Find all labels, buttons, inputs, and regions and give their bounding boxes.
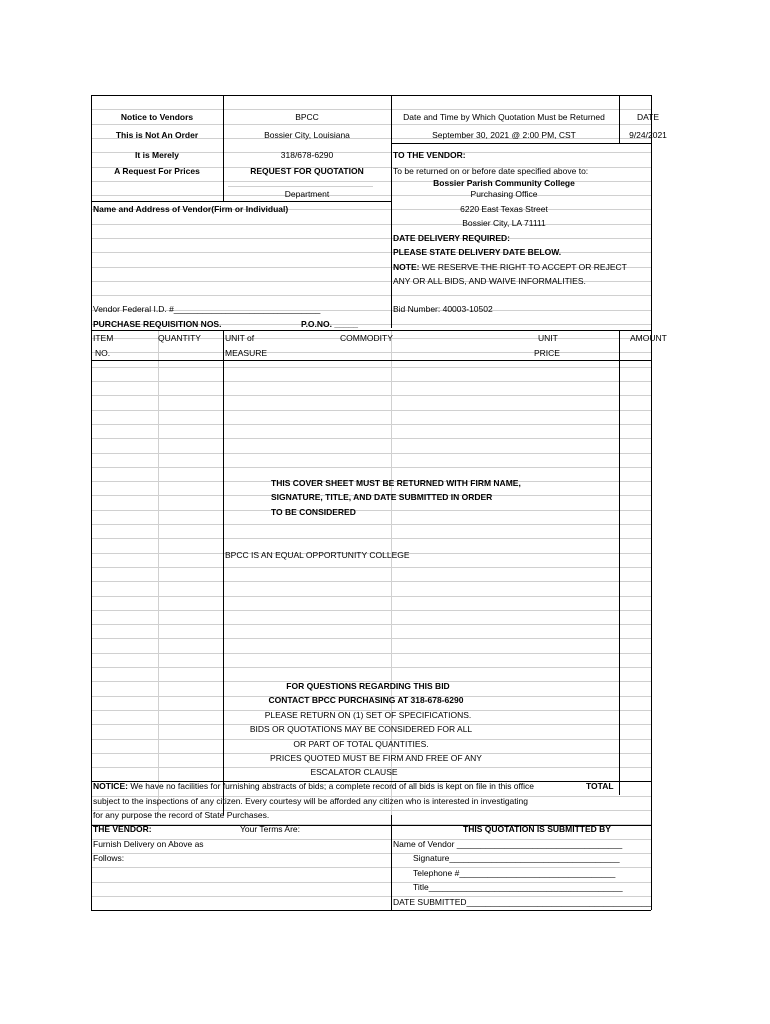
request-for-prices: A Request For Prices bbox=[114, 166, 200, 176]
street-address: 6220 East Texas Street bbox=[460, 204, 548, 214]
equal-opportunity: BPCC IS AN EQUAL OPPORTUNITY COLLEGE bbox=[225, 550, 410, 560]
notice-line1 bbox=[93, 781, 534, 792]
org-phone: 318/678-6290 bbox=[280, 150, 334, 160]
note-line2: ANY OR ALL BIDS, AND WAIVE INFORMALITIES. bbox=[393, 276, 586, 286]
note-line1: WE RESERVE THE RIGHT TO ACCEPT OR REJECT bbox=[421, 262, 627, 272]
col-amount: AMOUNT bbox=[630, 333, 667, 343]
grid-vline bbox=[91, 95, 92, 910]
date-label: DATE bbox=[636, 112, 660, 122]
grid-hline bbox=[228, 186, 373, 187]
grid-hline bbox=[91, 295, 651, 296]
col-price: PRICE bbox=[534, 348, 560, 358]
bids-considered: BIDS OR QUOTATIONS MAY BE CONSIDERED FOR ALL bbox=[249, 724, 473, 734]
grid-vline bbox=[391, 815, 392, 910]
grid-hline bbox=[91, 424, 651, 425]
grid-hline bbox=[91, 124, 651, 125]
quotation-form bbox=[91, 95, 667, 910]
grid-hline bbox=[91, 252, 651, 253]
grid-hline bbox=[91, 453, 651, 454]
grid-hline bbox=[91, 653, 651, 654]
signature-field[interactable]: Signature____________________________________ bbox=[413, 853, 620, 863]
grid-hline bbox=[91, 624, 651, 625]
name-address-label: Name and Address of Vendor(Firm or Individual) bbox=[93, 204, 289, 214]
note-label: NOTE: bbox=[393, 262, 420, 272]
grid-hline bbox=[91, 596, 651, 597]
part-of-total: OR PART OF TOTAL QUANTITIES. bbox=[293, 739, 429, 749]
col-commodity: COMMODITY bbox=[340, 333, 393, 343]
follows: Follows: bbox=[93, 853, 125, 863]
grid-hline bbox=[91, 567, 651, 568]
it-is-merely: It is Merely bbox=[135, 150, 179, 160]
purchase-requisition-label: PURCHASE REQUISITION NOS. bbox=[93, 319, 222, 329]
grid-hline bbox=[91, 910, 651, 911]
cover-sheet-line1: THIS COVER SHEET MUST BE RETURNED WITH FIRM NAME, bbox=[271, 478, 521, 488]
grid-vline bbox=[158, 330, 159, 815]
col-item: ITEM bbox=[93, 333, 114, 343]
grid-hline bbox=[91, 395, 651, 396]
cover-sheet-line3: TO BE CONSIDERED bbox=[271, 507, 356, 517]
prices-firm: PRICES QUOTED MUST BE FIRM AND FREE OF ANY bbox=[270, 753, 482, 763]
grid-hline bbox=[91, 224, 651, 225]
grid-hline bbox=[91, 467, 651, 468]
total-label: TOTAL bbox=[586, 781, 614, 791]
grid-vline bbox=[391, 95, 392, 328]
grid-hline bbox=[91, 367, 651, 368]
notice-line3: for any purpose the record of State Purchases. bbox=[93, 810, 270, 820]
col-unit: UNIT bbox=[538, 333, 558, 343]
grid-hline bbox=[91, 438, 651, 439]
escalator-clause: ESCALATOR CLAUSE bbox=[310, 767, 398, 777]
org-location: Bossier City, Louisiana bbox=[264, 130, 350, 140]
date-submitted-field[interactable]: DATE SUBMITTED_______________________________________ bbox=[393, 897, 651, 907]
org-name: BPCC bbox=[295, 112, 319, 122]
notice-to-vendors: Notice to Vendors bbox=[120, 112, 194, 122]
grid-hline bbox=[91, 381, 651, 382]
purchasing-office: Purchasing Office bbox=[470, 189, 538, 199]
notice-line1-text: We have no facilities for furnishing abstracts of bids; a complete record of all bids is kept on file in this office bbox=[130, 781, 534, 791]
grid-hline bbox=[91, 410, 651, 411]
city-address: Bossier City, LA 71111 bbox=[462, 218, 546, 228]
grid-hline bbox=[91, 667, 651, 668]
col-measure: MEASURE bbox=[225, 348, 268, 358]
title-field[interactable]: Title_________________________________________ bbox=[413, 882, 623, 892]
grid-vline bbox=[223, 95, 224, 201]
due-label: Date and Time by Which Quotation Must be Returned bbox=[403, 112, 605, 122]
state-delivery: PLEASE STATE DELIVERY DATE BELOW. bbox=[393, 247, 562, 257]
submitted-by-label: THIS QUOTATION IS SUBMITTED BY bbox=[463, 824, 611, 834]
grid-vline bbox=[619, 330, 620, 795]
grid-hline bbox=[91, 510, 651, 511]
note bbox=[393, 262, 627, 273]
bid-number: Bid Number: 40003-10502 bbox=[393, 304, 493, 314]
grid-hline bbox=[91, 581, 651, 582]
grid-hline bbox=[91, 195, 651, 196]
questions-line1: FOR QUESTIONS REGARDING THIS BID bbox=[286, 681, 450, 691]
col-unit-of: UNIT of bbox=[225, 333, 255, 343]
grid-hline bbox=[91, 538, 651, 539]
grid-hline bbox=[91, 109, 651, 110]
to-the-vendor: TO THE VENDOR: bbox=[393, 150, 466, 160]
request-for-quotation: REQUEST FOR QUOTATION bbox=[250, 166, 364, 176]
grid-hline bbox=[91, 524, 651, 525]
department-label: Department bbox=[284, 189, 330, 199]
return-specs: PLEASE RETURN ON (1) SET OF SPECIFICATIONS. bbox=[264, 710, 472, 720]
date-value: 9/24/2021 bbox=[629, 130, 667, 140]
telephone-field[interactable]: Telephone #_________________________________ bbox=[413, 868, 616, 878]
your-terms-label: Your Terms Are: bbox=[240, 824, 301, 834]
cover-sheet-line2: SIGNATURE, TITLE, AND DATE SUBMITTED IN ORDER bbox=[271, 492, 493, 502]
not-an-order: This is Not An Order bbox=[115, 130, 199, 140]
college-name: Bossier Parish Community College bbox=[433, 178, 575, 188]
due-value: September 30, 2021 @ 2:00 PM, CST bbox=[432, 130, 576, 140]
grid-vline bbox=[651, 95, 652, 910]
the-vendor-label: THE VENDOR: bbox=[93, 824, 152, 834]
grid-hline bbox=[91, 95, 651, 96]
delivery-required: DATE DELIVERY REQUIRED: bbox=[393, 233, 510, 243]
col-quantity: QUANTITY bbox=[158, 333, 201, 343]
furnish-delivery: Furnish Delivery on Above as bbox=[93, 839, 204, 849]
grid-hline bbox=[91, 330, 651, 331]
vendor-name-field[interactable]: Name of Vendor ___________________________________ bbox=[393, 839, 623, 849]
grid-hline bbox=[91, 238, 651, 239]
grid-hline bbox=[91, 201, 391, 202]
grid-hline bbox=[91, 360, 651, 361]
grid-vline bbox=[619, 95, 620, 143]
questions-line2: CONTACT BPCC PURCHASING AT 318-678-6290 bbox=[268, 695, 464, 705]
federal-id-field[interactable]: Vendor Federal I.D. #_______________________________ bbox=[93, 304, 321, 314]
grid-hline bbox=[91, 638, 651, 639]
return-instructions: To be returned on or before date specified above to: bbox=[393, 166, 589, 176]
grid-vline bbox=[223, 330, 224, 815]
notice-label: NOTICE: bbox=[93, 781, 128, 791]
grid-hline bbox=[391, 143, 651, 144]
grid-hline bbox=[91, 352, 651, 353]
col-no: NO. bbox=[95, 348, 111, 358]
po-number-field[interactable]: P.O.NO. _____ bbox=[301, 319, 359, 329]
notice-line2: subject to the inspections of any citizen. Every courtesy will be afforded any citizen who is interested in investigating bbox=[93, 796, 528, 806]
grid-hline bbox=[91, 610, 651, 611]
